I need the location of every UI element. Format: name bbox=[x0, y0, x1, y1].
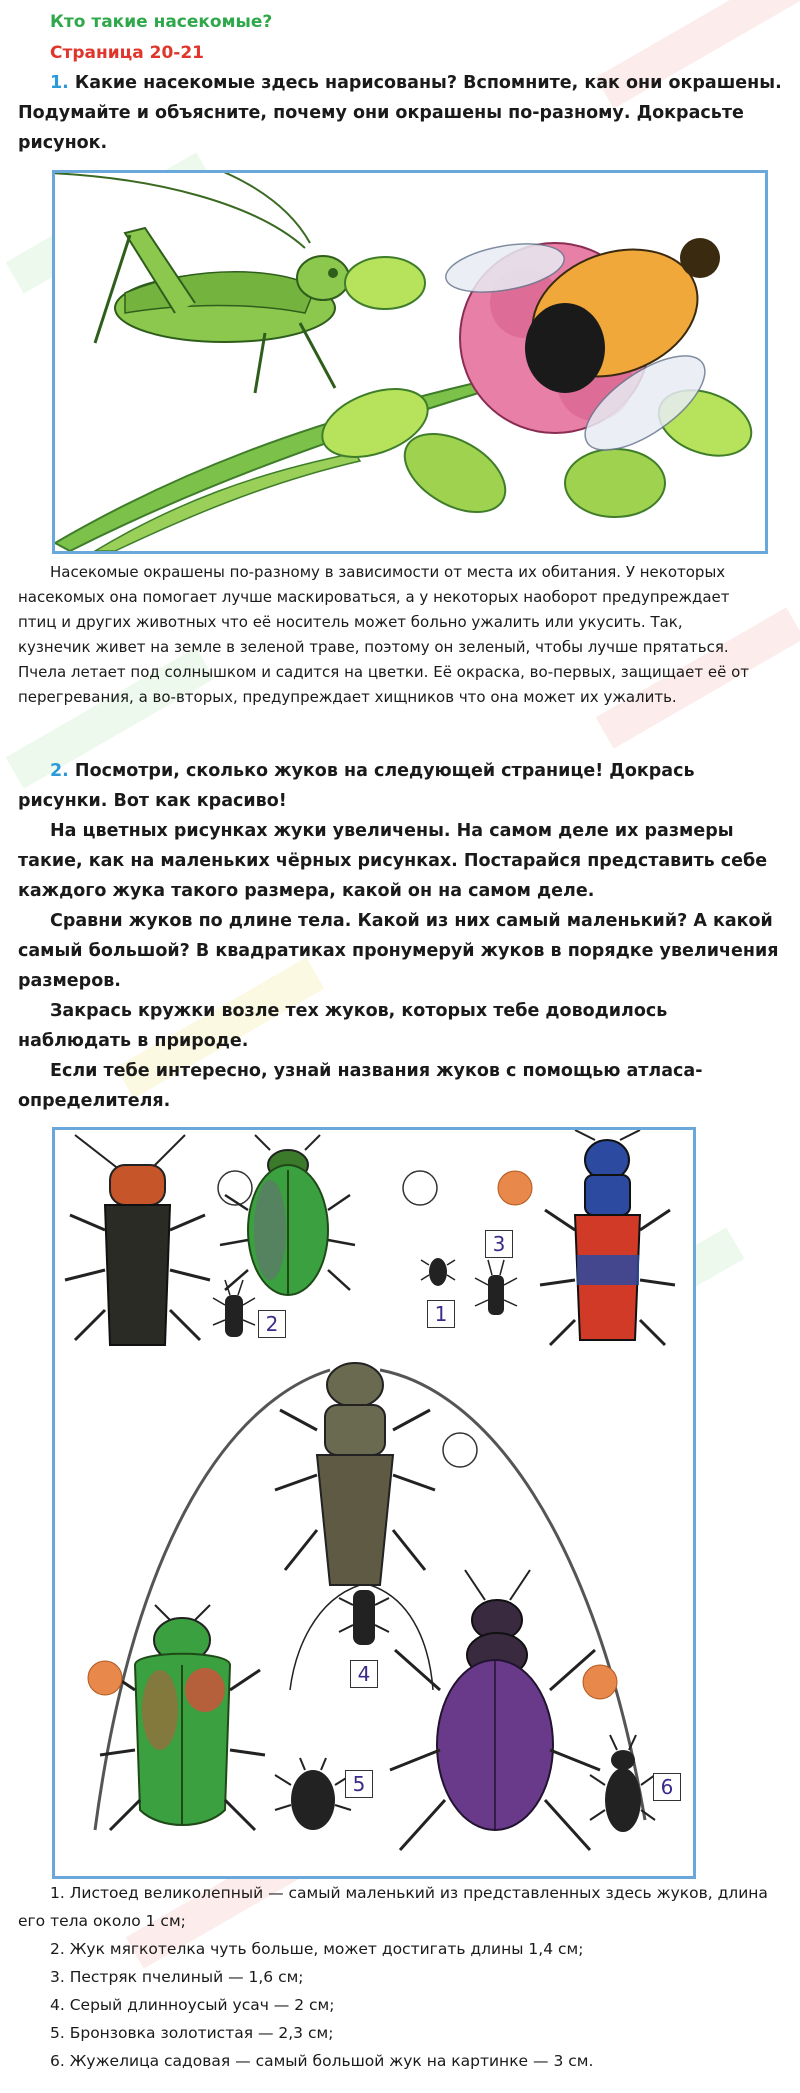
beetle-ground-circle bbox=[583, 1665, 617, 1699]
grasshopper-head bbox=[297, 256, 349, 300]
answer-list-item: 3. Пестряк пчелиный — 1,6 см; bbox=[50, 1968, 304, 1986]
clover-leaf-5 bbox=[345, 257, 425, 309]
grasshopper-antenna bbox=[55, 173, 305, 248]
insects-drawing bbox=[55, 173, 765, 551]
beetle-ground bbox=[390, 1570, 600, 1850]
beetles-illustration bbox=[52, 1127, 696, 1879]
beetle-longhorn-circle bbox=[443, 1433, 477, 1467]
task-2-p4: Закрась кружки возле тех жуков, которых тебе доводилось наблюдать в природе. bbox=[18, 1001, 668, 1051]
beetle-number-box-4[interactable]: 4 bbox=[350, 1660, 378, 1688]
task-1-number: 1. bbox=[50, 73, 69, 93]
grasshopper-leg bbox=[255, 333, 265, 393]
beetle-soldier-small bbox=[213, 1280, 255, 1337]
bumblebee-black-band bbox=[525, 303, 605, 393]
beetle-leaf-circle bbox=[403, 1171, 437, 1205]
answer-1: Насекомые окрашены по-разному в зависимости от места их обитания. У некоторых насекомых она помогает лучше маскироваться, а у некоторых наоборот предупреждает птиц и других животных что её носитель может больно ужалить или укусить. Так, кузнечик живет на земле в зеленой траве, поэтому он зеленый, чтобы лучше прятаться. Пчела летает под солнышком и садится на цветки. Её окраска, во-первых, защищает её от перегревания, а во-вторых, предупреждает хищников что она может их ужалить. bbox=[18, 563, 749, 706]
beetles-drawing bbox=[55, 1130, 693, 1876]
task-2-number: 2. bbox=[50, 761, 69, 781]
grasshopper-leg-2 bbox=[300, 323, 335, 388]
answer-list-item: 6. Жужелица садовая — самый большой жук на картинке — 3 см. bbox=[50, 2052, 594, 2070]
beetle-chafer bbox=[100, 1605, 265, 1830]
topic-title: Кто такие насекомые? bbox=[50, 12, 273, 32]
answer-list-item: 4. Серый длинноусый усач — 2 см; bbox=[50, 1996, 335, 2014]
task-2-p3: Сравни жуков по длине тела. Какой из них самый маленький? А какой самый большой? В квадратиках пронумеруй жуков в порядке увеличения размеров. bbox=[18, 911, 779, 991]
task-1 bbox=[18, 68, 782, 158]
beetle-number-box-3[interactable]: 3 bbox=[485, 1230, 513, 1258]
grasshopper-eye bbox=[328, 268, 338, 278]
beetle-soldier bbox=[65, 1135, 210, 1345]
task-1-text: Какие насекомые здесь нарисованы? Вспомните, как они окрашены. Подумайте и объясните, почему они окрашены по-разному. Докрасьте рисунок. bbox=[18, 73, 782, 153]
answer-list-item: 5. Бронзовка золотистая — 2,3 см; bbox=[50, 2024, 334, 2042]
answer-list-item: 1. Листоед великолепный — самый маленький из представленных здесь жуков, длина его тела около 1 см; bbox=[18, 1884, 768, 1930]
task-2-p1: Посмотри, сколько жуков на следующей странице! Докрась рисунки. Вот как красиво! bbox=[18, 761, 695, 811]
pages-title: Страница 20-21 bbox=[50, 43, 204, 63]
beetle-number-box-1[interactable]: 1 bbox=[427, 1300, 455, 1328]
beetle-number-box-5[interactable]: 5 bbox=[345, 1770, 373, 1798]
beetle-chafer-small bbox=[275, 1758, 351, 1830]
task-2-p2: На цветных рисунках жуки увеличены. На самом деле их размеры такие, как на маленьких чёрных рисунках. Постарайся представить себе каждого жука такого размера, какой он на самом деле. bbox=[18, 821, 768, 901]
grasshopper-hind-shin bbox=[95, 235, 130, 343]
beetle-chafer-circle bbox=[88, 1661, 122, 1695]
beetle-leaf bbox=[220, 1135, 355, 1295]
beetle-bee-small bbox=[475, 1260, 517, 1315]
beetle-number-box-6[interactable]: 6 bbox=[653, 1773, 681, 1801]
answer-list-item: 2. Жук мягкотелка чуть больше, может достигать длины 1,4 см; bbox=[50, 1940, 584, 1958]
insects-illustration bbox=[52, 170, 768, 554]
bumblebee-head bbox=[680, 238, 720, 278]
beetle-soldier-circle bbox=[218, 1171, 252, 1205]
task-2 bbox=[18, 756, 782, 1116]
beetle-bee-circle bbox=[498, 1171, 532, 1205]
task-2-p5: Если тебе интересно, узнай названия жуков с помощью атласа-определителя. bbox=[18, 1061, 703, 1111]
answer-list bbox=[18, 1879, 782, 2075]
beetle-leaf-small bbox=[421, 1258, 455, 1286]
beetle-bee bbox=[540, 1130, 675, 1345]
beetle-number-box-2[interactable]: 2 bbox=[258, 1310, 286, 1338]
clover-leaf-3 bbox=[565, 449, 665, 517]
grasshopper-antenna-2 bbox=[155, 173, 310, 243]
